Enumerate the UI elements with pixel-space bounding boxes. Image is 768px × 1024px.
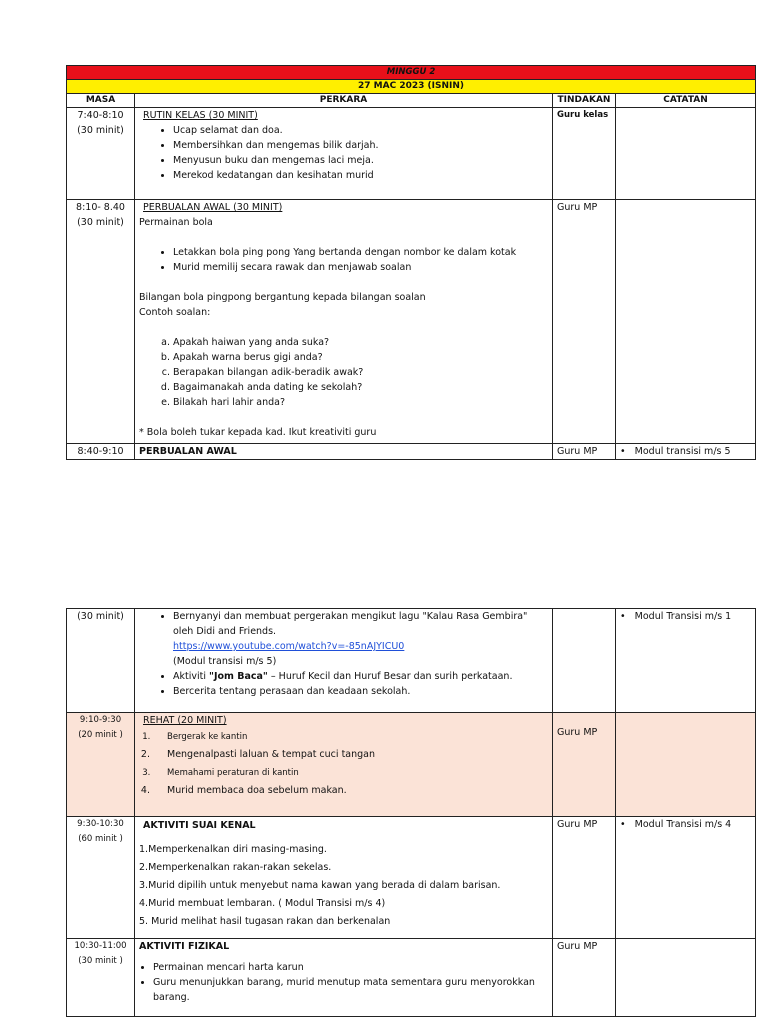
duration: (60 minit ) (78, 834, 123, 844)
list-item: b. Apakah warna berus gigi anda? (173, 350, 548, 365)
list-item: c. Berapakan bilangan adik-beradik awak? (173, 365, 548, 380)
section-title: REHAT (20 MINIT) (143, 715, 227, 726)
col-tindakan: TINDAKAN (553, 94, 616, 108)
list-item: • Guru menunjukkan barang, murid menutup mata sementara guru menyorokkan barang. (153, 975, 548, 1005)
section-title: RUTIN KELAS (30 MINIT) (143, 110, 258, 121)
action: Guru MP (553, 200, 616, 444)
section-title: AKTIVITI SUAI KENAL (143, 820, 256, 831)
time-slot: 8:40-9:10 (67, 444, 135, 460)
table-row (67, 609, 756, 713)
activity-list (139, 960, 548, 1005)
note-cell (616, 108, 756, 200)
list-item: 2.Memperkenalkan rakan-rakan sekelas. (139, 862, 332, 873)
action: Guru MP (553, 444, 616, 460)
table-row (67, 939, 756, 1017)
note-text: Modul transisi m/s 5 (634, 446, 731, 457)
section-title: PERBUALAN AWAL (30 MINIT) (143, 202, 283, 213)
list-item: • Bernyanyi dan membuat pergerakan mengikut lagu "Kalau Rasa Gembira" oleh Didi and Friends. https://www.youtube.com/watch?v=-85nAJYICU0 (Modul transisi m/s 5) (173, 609, 548, 669)
duration: (30 minit ) (78, 956, 123, 966)
list-item: • Ucap selamat dan doa. (173, 123, 548, 138)
break-list (139, 728, 548, 800)
table-row (67, 713, 756, 817)
section-title: AKTIVITI FIZIKAL (139, 941, 230, 952)
list-item: d. Bagaimanakah anda dating ke sekolah? (173, 380, 548, 395)
list-item: 1. Bergerak ke kantin (153, 728, 548, 746)
section-title: PERBUALAN AWAL (135, 444, 553, 460)
list-item: 4.Murid membuat lembaran. ( Modul Transisi m/s 4) (139, 898, 386, 909)
note-text: Modul Transisi m/s 4 (634, 819, 732, 830)
col-masa: MASA (67, 94, 135, 108)
paragraph: Contoh soalan: (139, 307, 211, 318)
note-text: Modul Transisi m/s 1 (634, 611, 732, 622)
action: Guru kelas (553, 108, 616, 200)
list-item: e. Bilakah hari lahir anda? (173, 395, 548, 410)
list-item: • Membersihkan dan mengemas bilik darjah. (173, 138, 548, 153)
intro-text: Permainan bola (139, 217, 213, 228)
time-slot: 9:10-9:30 (79, 715, 122, 725)
list-item: 1.Memperkenalkan diri masing-masing. (139, 844, 327, 855)
duration: (30 minit) (67, 609, 135, 713)
activity-list (139, 123, 548, 183)
list-item: • Letakkan bola ping pong Yang bertanda dengan nombor ke dalam kotak (173, 245, 548, 260)
duration: (30 minit) (77, 217, 124, 228)
activity-list (139, 609, 548, 699)
time-slot: 9:30-10:30 (77, 819, 124, 829)
list-item: 2. Mengenalpasti laluan & tempat cuci tangan (153, 746, 548, 764)
date-header: 27 MAC 2023 (ISNIN) (67, 80, 756, 94)
time-slot: 10:30-11:00 (74, 941, 127, 951)
list-item: • Bercerita tentang perasaan dan keadaan sekolah. (173, 684, 548, 699)
note-cell (616, 713, 756, 817)
list-item: 4. Murid membaca doa sebelum makan. (153, 782, 548, 800)
time-slot: 7:40-8:10 (77, 110, 124, 121)
duration: (20 minit ) (78, 730, 123, 740)
list-item: • Menyusun buku dan mengemas laci meja. (173, 153, 548, 168)
col-perkara: PERKARA (135, 94, 553, 108)
action-cell (553, 609, 616, 713)
footnote: * Bola boleh tukar kepada kad. Ikut kreativiti guru (139, 427, 377, 438)
table-row (67, 200, 756, 444)
activity-list (139, 245, 548, 275)
youtube-link[interactable]: https://www.youtube.com/watch?v=-85nAJYICU0 (173, 641, 405, 652)
duration: (30 minit) (77, 125, 124, 136)
action: Guru MP (553, 817, 616, 939)
list-item: a. Apakah haiwan yang anda suka? (173, 335, 548, 350)
list-item: 3. Memahami peraturan di kantin (153, 764, 548, 782)
note-cell (616, 200, 756, 444)
schedule-table-2 (66, 608, 756, 1017)
list-item: • Merekod kedatangan dan kesihatan murid (173, 168, 548, 183)
list-item: 5. Murid melihat hasil tugasan rakan dan berkenalan (139, 916, 391, 927)
note-cell (616, 939, 756, 1017)
note-cell: • Modul transisi m/s 5 (616, 444, 756, 460)
table-row (67, 817, 756, 939)
table-row (67, 444, 756, 460)
action: Guru MP (553, 713, 616, 817)
paragraph: Bilangan bola pingpong bergantung kepada bilangan soalan (139, 292, 426, 303)
note-cell: • Modul Transisi m/s 4 (616, 817, 756, 939)
schedule-table-1 (66, 65, 756, 460)
action: Guru MP (553, 939, 616, 1017)
list-item: • Aktiviti "Jom Baca" – Huruf Kecil dan Huruf Besar dan surih perkataan. (173, 669, 548, 684)
question-list (139, 335, 548, 410)
list-item: 3.Murid dipilih untuk menyebut nama kawan yang berada di dalam barisan. (139, 880, 501, 891)
table-row (67, 108, 756, 200)
note-cell: • Modul Transisi m/s 1 (616, 609, 756, 713)
col-catatan: CATATAN (616, 94, 756, 108)
list-item: • Murid memilij secara rawak dan menjawab soalan (173, 260, 548, 275)
list-item: • Permainan mencari harta karun (153, 960, 548, 975)
week-header: MINGGU 2 (67, 66, 756, 80)
time-slot: 8:10- 8.40 (76, 202, 125, 213)
